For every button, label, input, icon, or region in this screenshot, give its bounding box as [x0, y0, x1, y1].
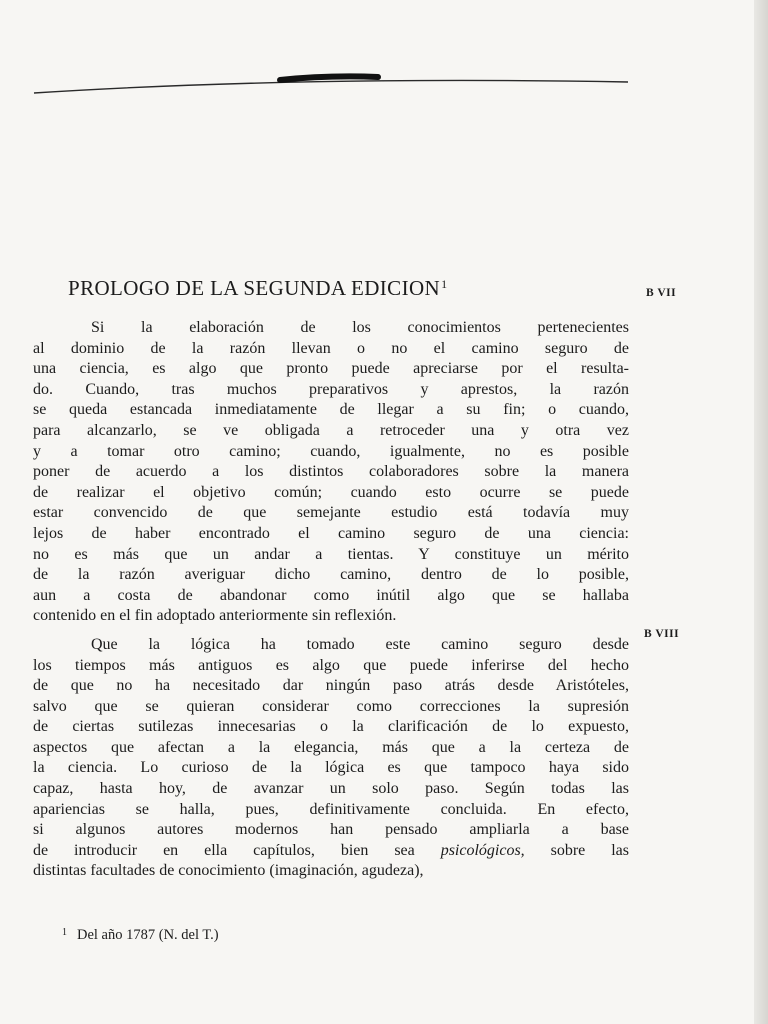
text-line: para alcanzarlo, se ve obligada a retroceder una y otra vez [33, 421, 629, 439]
footnote-reference: 1 [441, 277, 448, 291]
text-line: apariencias se halla, pues, definitivamente concluida. En efecto, [33, 800, 629, 818]
margin-note-b-vii: B VII [646, 287, 677, 299]
text-line: aun a costa de abandonar como inútil algo que se hallaba [33, 586, 629, 604]
text-line: los tiempos más antiguos es algo que puede inferirse del hecho [33, 656, 629, 674]
text-line: de que no ha necesitado dar ningún paso atrás desde Aristóteles, [33, 677, 629, 695]
text-line: do. Cuando, tras muchos preparativos y aprestos, la razón [33, 380, 629, 398]
text-line: se queda estancada inmediatamente de llegar a su fin; o cuando, [33, 401, 629, 419]
paragraph-1 [33, 318, 629, 627]
text-line: si algunos autores modernos han pensado ampliarla a base [33, 821, 629, 839]
italic-term: psicológicos, [440, 841, 525, 859]
text-line-with-italic [33, 841, 629, 862]
text-line: Si la elaboración de los conocimientos pertenecientes [91, 319, 629, 336]
text-line: una ciencia, es algo que pronto puede apreciarse por el resulta- [33, 360, 629, 378]
page-edge-shadow [754, 0, 768, 1024]
text-line: lejos de haber encontrado el camino seguro de una ciencia: [33, 524, 629, 542]
text-line: de la razón averiguar dicho camino, dentro de lo posible, [33, 566, 629, 584]
margin-note-b-viii: B VIII [644, 628, 680, 640]
text-line: de ciertas sutilezas innecesarias o la clarificación de lo expuesto, [33, 718, 629, 736]
paragraph-2 [33, 635, 629, 882]
text-line: salvo que se quieran considerar como correcciones la supresión [33, 697, 629, 715]
footnote-marker: 1 [62, 927, 67, 938]
text-line: y a tomar otro camino; cuando, igualmente, no es posible [33, 442, 629, 460]
footnote [62, 927, 219, 944]
text-line: distintas facultades de conocimiento (imaginación, agudeza), [33, 862, 424, 880]
body-text [33, 318, 629, 882]
text-line: capaz, hasta hoy, de avanzar un solo paso. Según todas las [33, 780, 629, 798]
text-line: aspectos que afectan a la elegancia, más que a la certeza de [33, 738, 629, 756]
chapter-title: PROLOGO DE LA SEGUNDA EDICION [68, 276, 441, 300]
chapter-heading [68, 276, 448, 301]
ornamental-rule [0, 0, 768, 110]
text-line: estar convencido de que semejante estudio está todavía muy [33, 504, 629, 522]
text-line: Que la lógica ha tomado este camino seguro desde [91, 635, 629, 653]
text-line: de realizar el objetivo común; cuando esto ocurre se puede [33, 483, 629, 501]
text-line: la ciencia. Lo curioso de la lógica es que tampoco haya sido [33, 759, 629, 777]
text-line: poner de acuerdo a los distintos colaboradores sobre la manera [33, 463, 629, 481]
text-segment: sobre las [550, 841, 629, 859]
text-segment: de introducir en ella capítulos, bien sea [33, 841, 415, 859]
text-line: al dominio de la razón llevan o no el camino seguro de [33, 339, 629, 357]
text-line: contenido en el fin adoptado anteriormente sin reflexión. [33, 607, 397, 625]
footnote-text: Del año 1787 (N. del T.) [77, 927, 219, 943]
text-line: no es más que un andar a tientas. Y constituye un mérito [33, 545, 629, 563]
